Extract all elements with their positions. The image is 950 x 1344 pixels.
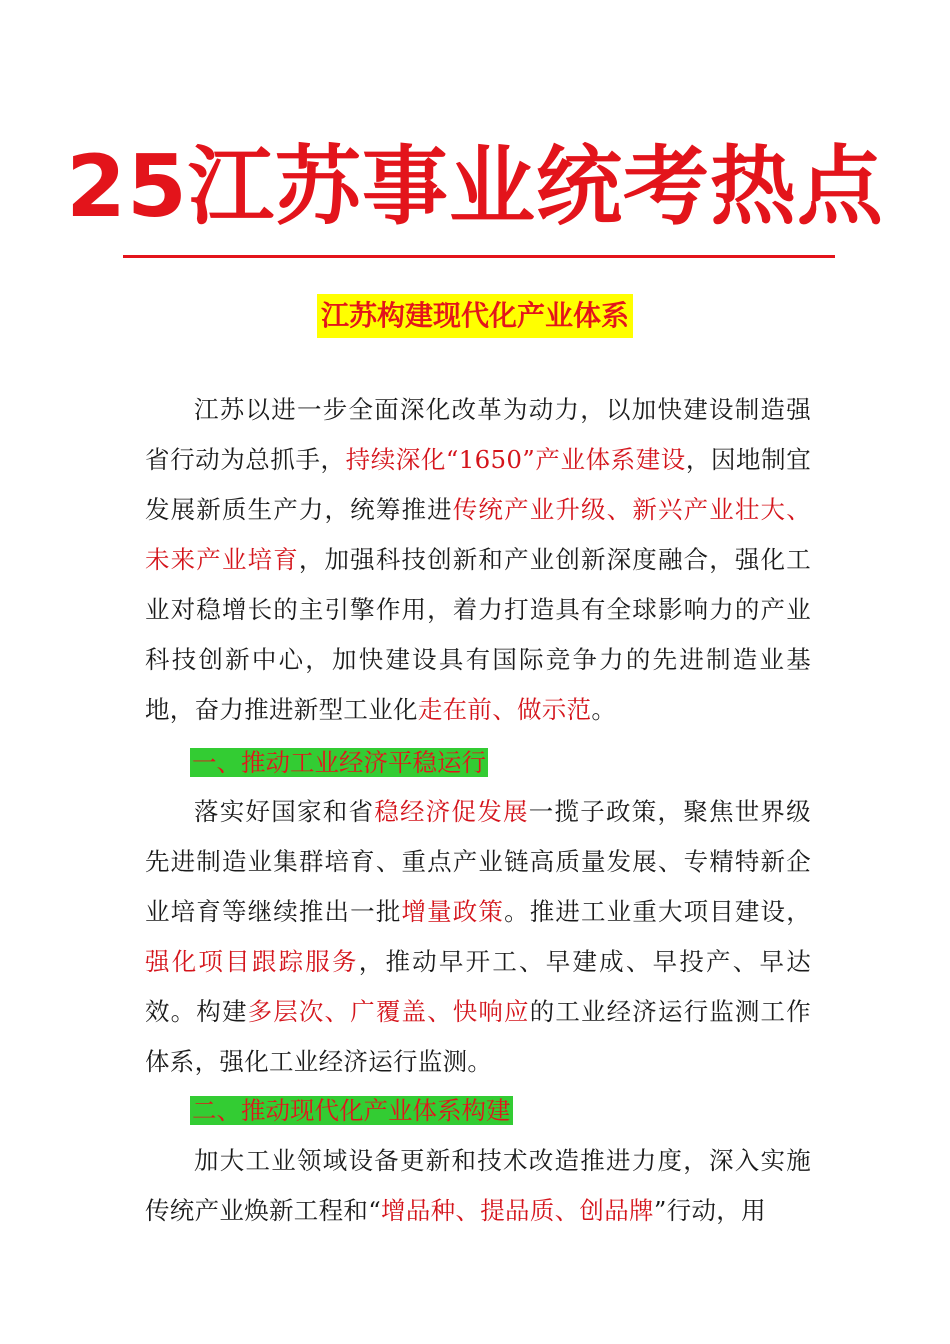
body-text: ”行动，用 [653, 1196, 766, 1225]
body-text: 。推进工业重大项目建设， [504, 897, 811, 926]
body-text: ，因地制宜发展新质生产力，统筹推进 [145, 445, 812, 524]
document-title: 25江苏事业统考热点 [66, 137, 884, 237]
document-subtitle: 江苏构建现代化产业体系 [317, 294, 633, 338]
body-text: 的工业经济运行监测工作体系，强化工业经济运行监测。 [145, 997, 811, 1076]
section-heading-1 [190, 743, 488, 783]
section-1-paragraph [145, 787, 811, 1087]
body-text: ，推动早开工、早建成、早投产、早达效。构建 [145, 947, 811, 1026]
body-text: ，加强科技创新和产业创新深度融合，强化工业对稳增长的主引擎作用，着力打造具有全球影响力的产业科技创新中心，加快建设具有国际竞争力的先进制造业基地，奋力推进新型工业化 [145, 545, 811, 724]
highlighted-text: 增量政策 [401, 897, 505, 926]
body-text: 落实好国家和省 [194, 797, 375, 826]
body-text: 一揽子政策，聚焦世界级先进制造业集群培育、重点产业链高质量发展、专精特新企业培育等继续推出一批 [145, 797, 811, 926]
section-heading-2-label: 二、推动现代化产业体系构建 [192, 1096, 511, 1125]
highlighted-text: 增品种、提品质、创品牌 [381, 1196, 654, 1225]
highlighted-text: 传统产业升级、新兴产业壮大、未来产业培育 [145, 495, 811, 574]
highlighted-text: 多层次、广覆盖、快响应 [247, 997, 530, 1026]
highlighted-text: 稳经济促发展 [374, 797, 529, 826]
body-text: 江苏以进一步全面深化改革为动力，以加快建设制造强省行动为总抓手， [145, 395, 811, 474]
section-heading-2 [190, 1091, 513, 1131]
highlighted-text: 走在前、做示范 [417, 695, 592, 724]
highlighted-text: 强化项目跟踪服务 [145, 947, 359, 976]
body-text: 加大工业领域设备更新和技术改造推进力度，深入实施传统产业焕新工程和“ [145, 1146, 811, 1225]
section-2-paragraph [145, 1136, 811, 1236]
section-heading-1-label: 一、推动工业经济平稳运行 [192, 748, 486, 777]
title-divider [123, 255, 835, 258]
highlighted-text: 持续深化“1650”产业体系建设 [345, 445, 686, 474]
subtitle-wrap [0, 294, 950, 338]
intro-paragraph [145, 385, 811, 735]
body-text: 。 [591, 695, 617, 724]
